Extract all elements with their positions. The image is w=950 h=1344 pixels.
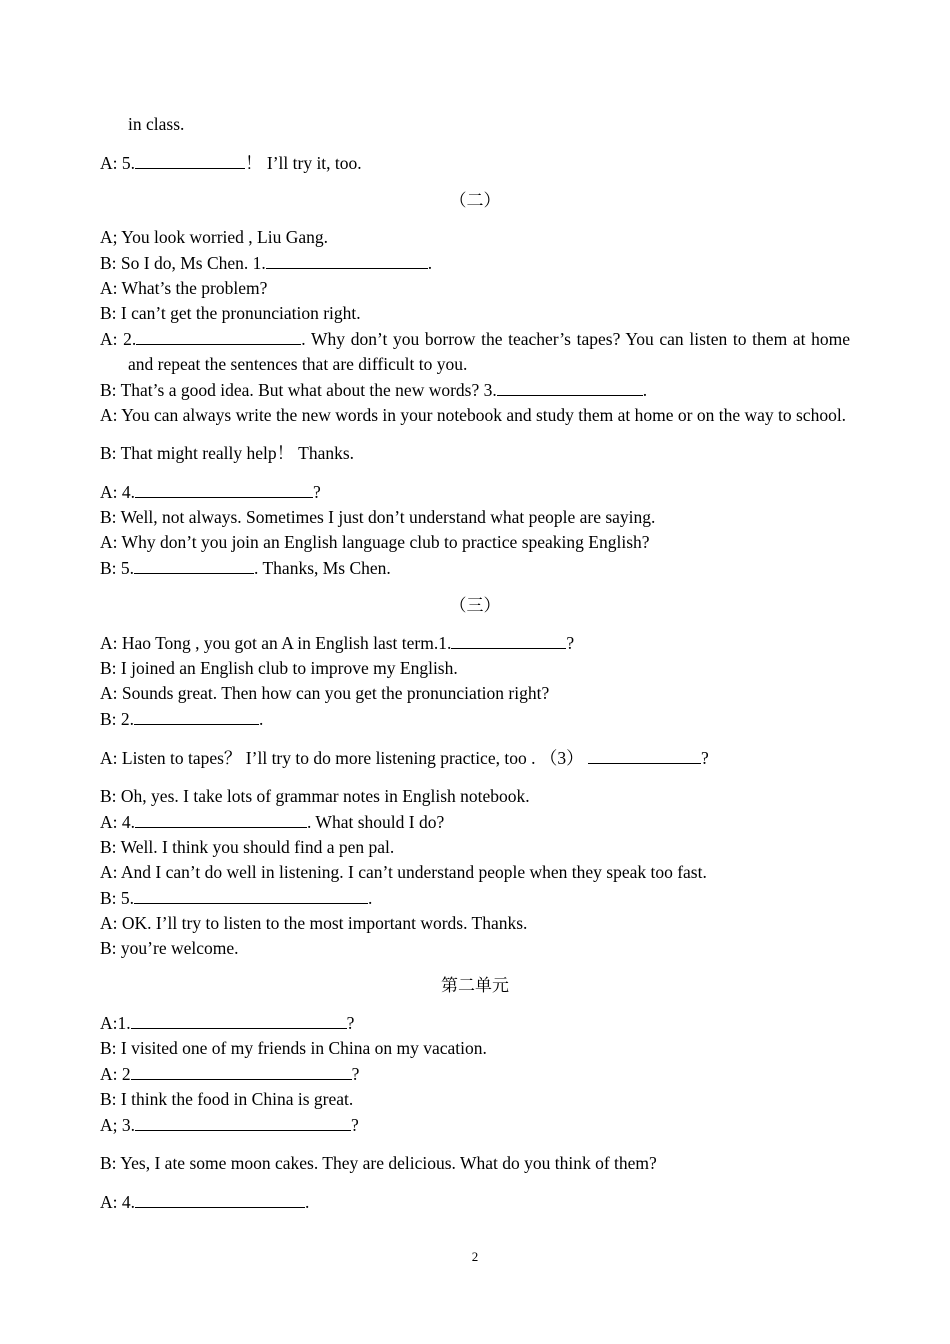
answer-blank[interactable] [135,1112,351,1131]
dialogue-line: B: I joined an English club to improve my English. [100,658,458,678]
answer-blank[interactable] [497,377,643,396]
answer-blank[interactable] [131,1010,347,1029]
dialogue-line: B: 5. . Thanks, Ms Chen. [100,555,850,581]
dialogue-line: in class. [128,114,185,134]
dialogue-line: B: Well. I think you should find a pen pal. [100,837,395,857]
dialogue-line: A: Hao Tong , you got an A in English last term.1. ? [100,630,850,656]
dialogue-line: B: 2. . [100,706,850,732]
page-content [100,112,850,1215]
answer-blank[interactable] [135,479,313,498]
answer-blank[interactable] [135,809,307,828]
answer-blank[interactable] [134,885,368,904]
dialogue-line: A: Sounds great. Then how can you get the pronunciation right? [100,683,550,703]
section-heading-two: （二） [449,191,501,211]
answer-blank[interactable] [135,150,245,169]
dialogue-line: B: you’re welcome. [100,938,239,958]
answer-blank[interactable] [588,745,701,764]
dialogue-line: B: 5. . [100,885,850,911]
dialogue-line: A: What’s the problem? [100,278,268,298]
answer-blank[interactable] [136,326,301,345]
dialogue-line: B: That’s a good idea. But what about the new words? 3. . [100,377,850,403]
answer-blank[interactable] [134,555,254,574]
dialogue-line: B: I can’t get the pronunciation right. [100,303,361,323]
dialogue-line: A: 2. . Why don’t you borrow the teacher’s tapes? You can listen to them at home and repeat the sentences that are difficult to you. [100,326,850,377]
dialogue-line: A: Listen to tapes？ I’ll try to do more listening practice, too . （3） ? [100,745,850,771]
answer-blank[interactable] [135,1189,305,1208]
page-number: 2 [471,1249,479,1264]
unit-heading: 第二单元 [441,976,509,996]
dialogue-line: B: Well, not always. Sometimes I just don’t understand what people are saying. [100,507,656,527]
dialogue-line: A: 4. ? [100,479,850,505]
dialogue-line: A; 3. ? [100,1112,850,1138]
dialogue-line: A: 2 ? [100,1061,850,1087]
answer-blank[interactable] [266,250,428,269]
dialogue-line: A: OK. I’ll try to listen to the most important words. Thanks. [100,913,528,933]
dialogue-line: B: Yes, I ate some moon cakes. They are delicious. What do you think of them? [100,1153,657,1173]
dialogue-line: A; You look worried , Liu Gang. [100,227,328,247]
answer-blank[interactable] [134,706,259,725]
dialogue-line: B: So I do, Ms Chen. 1. . [100,250,850,276]
dialogue-line: B: Oh, yes. I take lots of grammar notes in English notebook. [100,786,530,806]
dialogue-line: A: And I can’t do well in listening. I can’t understand people when they speak too fast. [100,862,707,882]
answer-blank[interactable] [131,1061,352,1080]
dialogue-line: A: Why don’t you join an English language club to practice speaking English? [100,532,650,552]
dialogue-line: A: 4. . What should I do? [100,809,850,835]
dialogue-line: A: 5. ！ I’ll try it, too. [100,150,850,176]
section-heading-three: （三） [449,596,501,616]
dialogue-line: A: 4. . [100,1189,850,1215]
dialogue-line: B: I think the food in China is great. [100,1089,354,1109]
dialogue-line: A:1. ? [100,1010,850,1036]
answer-blank[interactable] [451,630,566,649]
dialogue-line: A: You can always write the new words in your notebook and study them at home or on the way to school. [100,405,847,425]
dialogue-line: B: That might really help！ Thanks. [100,443,355,463]
dialogue-line: B: I visited one of my friends in China on my vacation. [100,1038,487,1058]
